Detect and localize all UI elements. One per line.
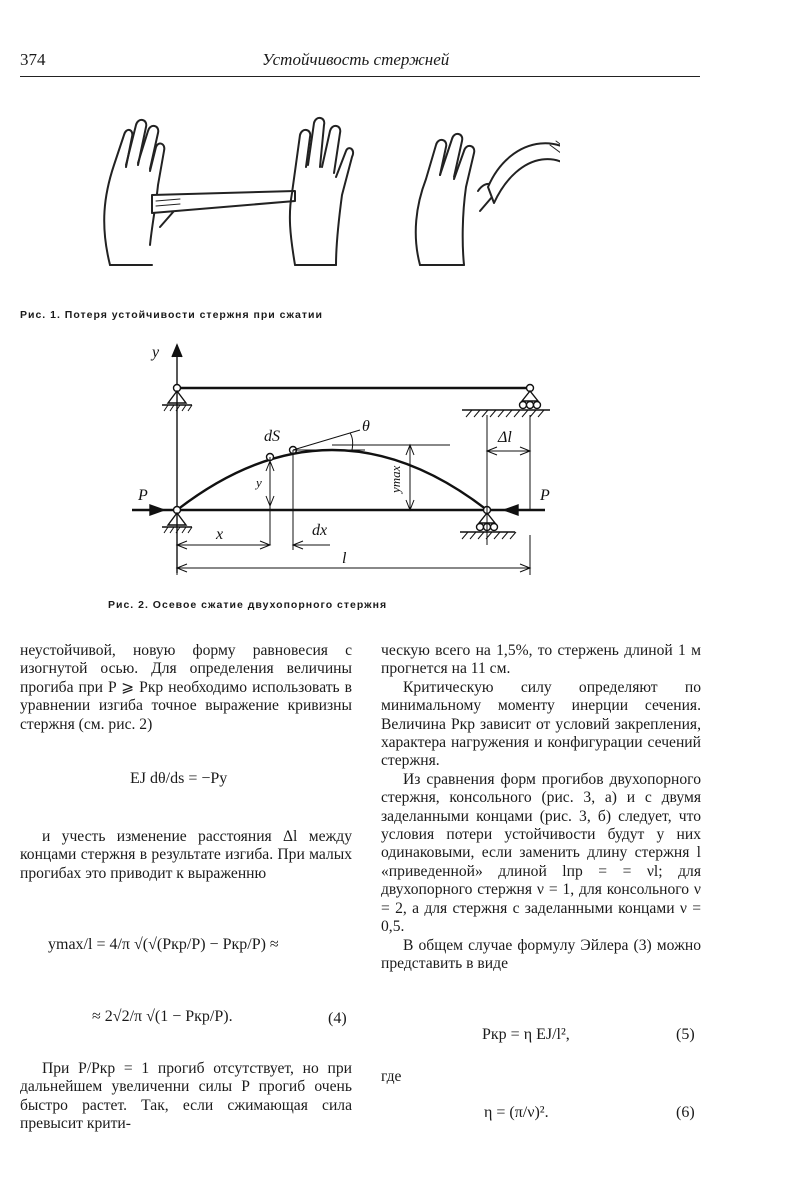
paragraph: При P/Pкр = 1 прогиб отсутствует, но при дальнейшем увеличенни силы P прогиб очень быстро растет. Так, если сжимающая сила превысит крити- <box>20 1060 352 1133</box>
right-hand-icon <box>290 118 353 265</box>
label-y: y <box>256 475 262 490</box>
buckled-column <box>177 450 487 510</box>
label-delta-l: Δl <box>498 429 512 446</box>
label-p-right: P <box>540 487 550 504</box>
figure-2-caption: Рис. 2. Осевое сжатие двухопорного стержня <box>108 599 388 611</box>
page-number: 374 <box>20 50 46 69</box>
figure-1-caption: Рис. 1. Потеря устойчивости стержня при сжатии <box>20 309 323 321</box>
running-title: Устойчивость стержней <box>262 50 450 69</box>
header-rule <box>20 76 700 77</box>
y-axis-arrow <box>172 345 182 357</box>
where-label: где <box>381 1068 402 1085</box>
equation-6-number: (6) <box>676 1104 695 1121</box>
paragraph: Из сравнения форм прогибов двухопорного стержня, консольного (рис. 3, а) и с двумя заделанными концами (рис. 3, б) следует, что условия потери устойчивости будут у них одинаковыми, если заменить длину стержня l «приведенной» длиной lпр = = νl; для двухопорного стержня ν = 1, для консольного ν = 2, а для стержня с заделанными концами ν = 0,5. <box>381 770 701 936</box>
figure-2-diagram <box>120 335 570 590</box>
paragraph: неустойчивой, новую форму равновесия с изогнутой осью. Для определения величины прогиба при P ⩾ Pкр необходимо использовать в уравнении изгиба точное выражение кривизны стержня (см. рис. 2) <box>20 642 352 733</box>
figure-1-illustration <box>90 95 560 285</box>
label-y-axis: y <box>152 344 160 361</box>
left-column-p3 <box>20 1060 352 1134</box>
label-l: l <box>342 550 347 567</box>
equation-4-line2: ≈ 2√2/π √(1 − Pкр/P). <box>92 1008 233 1025</box>
equation-5-number: (5) <box>676 1026 695 1043</box>
equation-4-line1: ymax/l = 4/π √(√(Pкр/P) − Pкр/P) ≈ <box>48 936 279 953</box>
label-ymax: ymax <box>388 465 403 493</box>
equation-5: Pкр = η EJ/l², <box>482 1026 570 1043</box>
equation-6: η = (π/ν)². <box>484 1104 549 1121</box>
left-column <box>20 642 352 734</box>
right-column <box>381 642 701 973</box>
roller-support-top-right <box>462 385 550 418</box>
label-dx: dx <box>312 522 328 539</box>
force-right-arrow <box>504 505 518 515</box>
label-x: x <box>216 526 224 543</box>
label-theta: θ <box>362 418 370 435</box>
equation-4-number: (4) <box>328 1010 347 1027</box>
label-p-left: P <box>138 487 148 504</box>
tangent-line <box>293 430 360 450</box>
equation-curvature: EJ dθ/ds = −Py <box>130 770 228 787</box>
left-column-p2 <box>20 828 352 883</box>
label-ds: dS <box>264 428 280 445</box>
paragraph: Критическую силу определяют по минимальному моменту инерции сечения. Величина Pкр зависит от условий закрепления, характера нагружения и конфигурации сечений стержня. <box>381 678 701 770</box>
left-hand-icon <box>104 120 175 265</box>
paragraph: и учесть изменение расстояния Δl между концами стержня в результате изгиба. При малых прогибах это приводит к выраженню <box>20 828 352 882</box>
theta-arc <box>350 433 353 450</box>
paragraph: В общем случае формулу Эйлера (3) можно представить в виде <box>381 936 701 972</box>
paragraph: ческую всего на 1,5%, то стержень длиной 1 м прогнется на 11 см. <box>381 642 701 678</box>
left-hand-icon <box>416 134 494 265</box>
force-left-arrow <box>150 505 164 515</box>
